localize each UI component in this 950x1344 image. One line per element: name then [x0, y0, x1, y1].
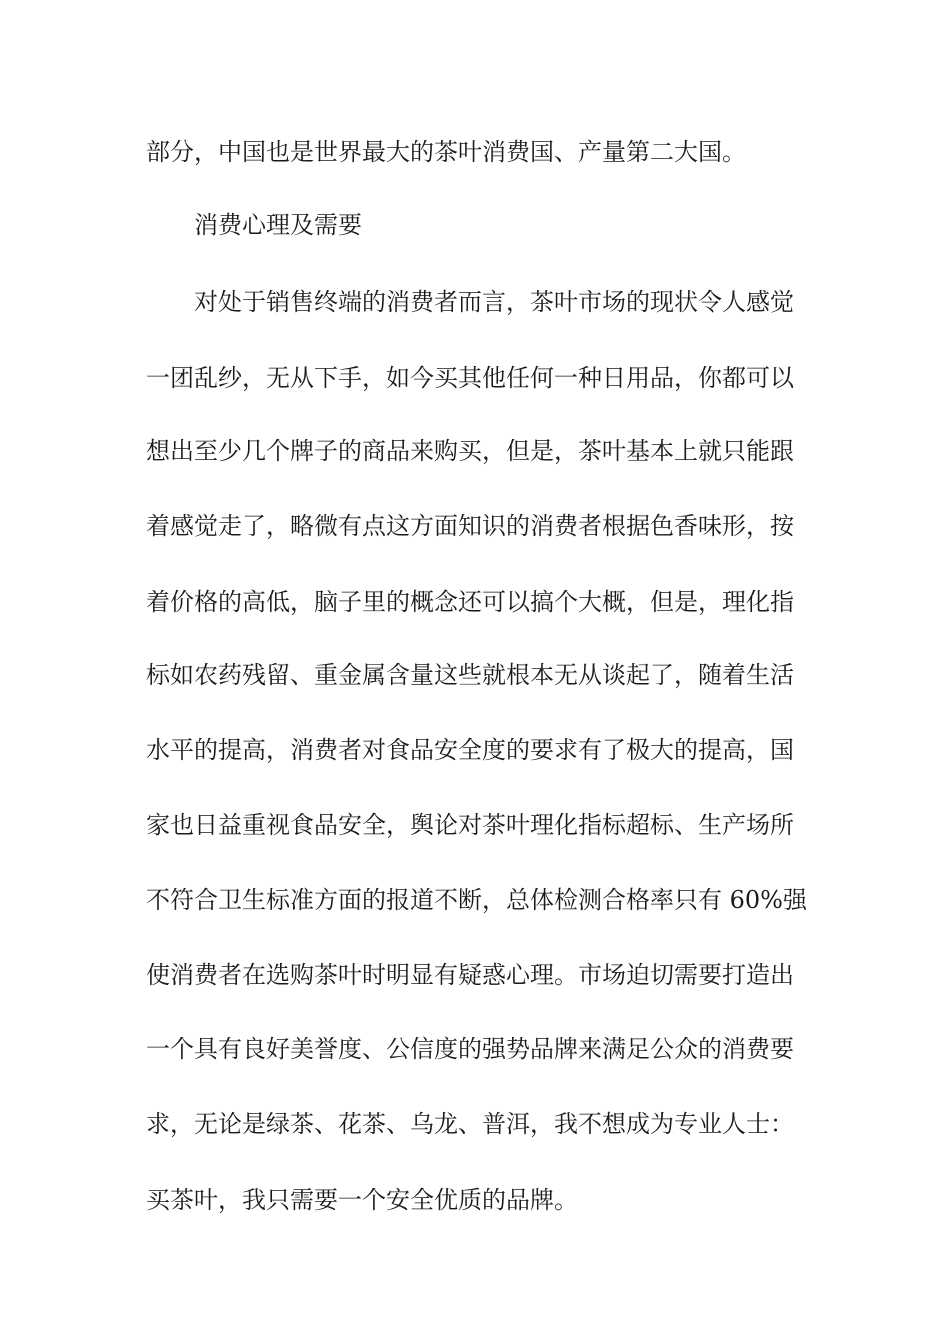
paragraph-line: 一个具有良好美誉度、公信度的强势品牌来满足公众的消费要 [146, 1035, 794, 1063]
paragraph-line: 使消费者在选购茶叶时明显有疑惑心理。市场迫切需要打造出 [146, 961, 794, 989]
paragraph-line: 着价格的高低，脑子里的概念还可以搞个大概，但是，理化指 [146, 588, 794, 616]
paragraph-line: 水平的提高，消费者对食品安全度的要求有了极大的提高，国 [146, 736, 794, 764]
paragraph-line: 标如农药残留、重金属含量这些就根本无从谈起了，随着生活 [146, 661, 794, 689]
paragraph-line: 想出至少几个牌子的商品来购买，但是，茶叶基本上就只能跟 [146, 437, 794, 465]
paragraph-line: 一团乱纱，无从下手，如今买其他任何一种日用品，你都可以 [146, 364, 794, 392]
paragraph-line: 求，无论是绿茶、花茶、乌龙、普洱，我不想成为专业人士： [146, 1110, 794, 1138]
paragraph-line: 不符合卫生标准方面的报道不断，总体检测合格率只有 60%强 [146, 886, 807, 914]
paragraph-line: 着感觉走了，略微有点这方面知识的消费者根据色香味形，按 [146, 512, 794, 540]
section-heading: 消费心理及需要 [194, 211, 362, 239]
paragraph-line: 对处于销售终端的消费者而言，茶叶市场的现状令人感觉 [194, 288, 794, 316]
paragraph-line: 部分，中国也是世界最大的茶叶消费国、产量第二大国。 [146, 138, 746, 166]
paragraph-line: 买茶叶，我只需要一个安全优质的品牌。 [146, 1186, 578, 1214]
paragraph-line: 家也日益重视食品安全，舆论对茶叶理化指标超标、生产场所 [146, 811, 794, 839]
